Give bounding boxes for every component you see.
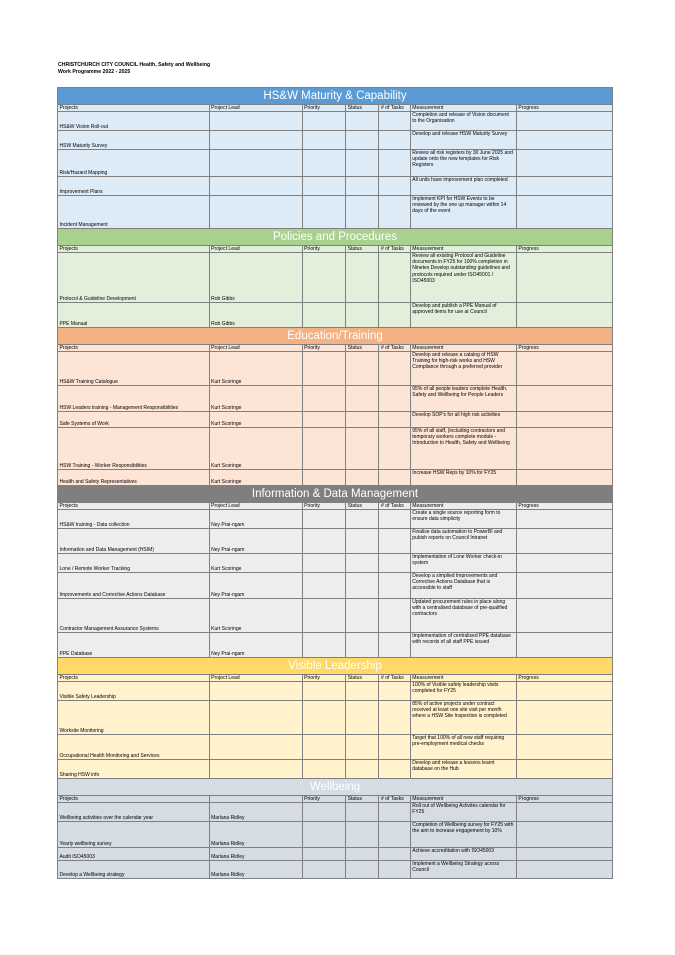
column-header: Project Lead [209, 245, 302, 253]
project-lead-cell [209, 150, 302, 177]
column-header: # of Tasks [379, 674, 410, 682]
project-lead-cell: Kurt Scoringe [209, 386, 302, 412]
measurement-cell: Review all risk registers by 30 June 2025 and update onto the new templates for Risk Registers [410, 150, 516, 177]
project-lead-cell: Kurt Scoringe [209, 428, 302, 470]
progress-cell [516, 303, 612, 328]
table-row [58, 131, 613, 150]
tasks-cell [379, 529, 410, 554]
column-header: Measurement [410, 502, 516, 510]
status-cell [346, 428, 379, 470]
tasks-cell [379, 428, 410, 470]
status-cell [346, 131, 379, 150]
table-row [58, 510, 613, 529]
project-cell: Develop a Wellbeing strategy [58, 861, 210, 879]
priority-cell [302, 861, 345, 879]
table-row [58, 701, 613, 735]
measurement-cell: Review all existing Protocol and Guideline documents in FY25 for 100% completion in Ninetex Develop outstanding guidelines and protocols required under ISO45001 / ISO45003 [410, 253, 516, 303]
table-row [58, 848, 613, 861]
column-header: Priority [302, 502, 345, 510]
status-cell [346, 822, 379, 848]
priority-cell [302, 633, 345, 658]
section-banner-visible-leadership [58, 658, 613, 675]
column-header: Priority [302, 795, 345, 803]
table-row [58, 573, 613, 599]
status-cell [346, 760, 379, 779]
status-cell [346, 735, 379, 760]
section-banner-policies-and-procedures [58, 229, 613, 246]
tasks-cell [379, 352, 410, 386]
column-header: Priority [302, 245, 345, 253]
measurement-cell: Achieve accreditation with ISO45003 [410, 848, 516, 861]
project-lead-cell: Kurt Scoringe [209, 352, 302, 386]
status-cell [346, 412, 379, 428]
column-header: Measurement [410, 795, 516, 803]
priority-cell [302, 352, 345, 386]
table-row [58, 177, 613, 196]
section-title: Visible Leadership [58, 658, 613, 675]
priority-cell [302, 554, 345, 573]
project-lead-cell: Ney Prai-ngam [209, 633, 302, 658]
tasks-cell [379, 177, 410, 196]
project-cell: Visible Safety Leadership [58, 682, 210, 701]
column-header: Project Lead [209, 104, 302, 112]
project-cell: HS&W Vision Roll-out [58, 112, 210, 131]
status-cell [346, 848, 379, 861]
column-header: Projects [58, 674, 210, 682]
progress-cell [516, 470, 612, 486]
tasks-cell [379, 803, 410, 822]
status-cell [346, 352, 379, 386]
column-header: Measurement [410, 344, 516, 352]
status-cell [346, 303, 379, 328]
priority-cell [302, 112, 345, 131]
section-banner-education-training [58, 328, 613, 345]
column-header: # of Tasks [379, 104, 410, 112]
section-title: Information & Data Management [58, 486, 613, 503]
measurement-cell: Develop and release HSW Maturity Survey [410, 131, 516, 150]
progress-cell [516, 822, 612, 848]
measurement-cell: Implement KPI for HSW Events to be reviewed by the one up manager within 14 days of the event [410, 196, 516, 229]
progress-cell [516, 412, 612, 428]
table-row [58, 428, 613, 470]
column-header: # of Tasks [379, 344, 410, 352]
table-row [58, 352, 613, 386]
tasks-cell [379, 848, 410, 861]
section-title: Education/Training [58, 328, 613, 345]
project-lead-cell: Marlana Ridley [209, 861, 302, 879]
progress-cell [516, 554, 612, 573]
column-header: Project Lead [209, 674, 302, 682]
priority-cell [302, 412, 345, 428]
project-lead-cell [209, 131, 302, 150]
priority-cell [302, 573, 345, 599]
priority-cell [302, 848, 345, 861]
status-cell [346, 253, 379, 303]
priority-cell [302, 760, 345, 779]
status-cell [346, 682, 379, 701]
table-row [58, 682, 613, 701]
project-lead-cell [209, 760, 302, 779]
project-cell: Health and Safety Representatives [58, 470, 210, 486]
project-cell: HSW Maturity Survey [58, 131, 210, 150]
project-lead-cell: Ney Prai-ngam [209, 529, 302, 554]
column-header: Progress [516, 795, 612, 803]
column-header-row [58, 502, 613, 510]
project-cell: PPE Database [58, 633, 210, 658]
progress-cell [516, 633, 612, 658]
measurement-cell: Develop SOP's for all high risk activities [410, 412, 516, 428]
priority-cell [302, 599, 345, 633]
tasks-cell [379, 131, 410, 150]
project-lead-cell [209, 735, 302, 760]
table-row [58, 803, 613, 822]
column-header: Status [346, 502, 379, 510]
priority-cell [302, 510, 345, 529]
status-cell [346, 177, 379, 196]
progress-cell [516, 510, 612, 529]
tasks-cell [379, 386, 410, 412]
table-row [58, 760, 613, 779]
project-lead-cell: Kurt Scoringe [209, 412, 302, 428]
progress-cell [516, 428, 612, 470]
priority-cell [302, 701, 345, 735]
progress-cell [516, 196, 612, 229]
tasks-cell [379, 253, 410, 303]
tasks-cell [379, 196, 410, 229]
column-header: Status [346, 344, 379, 352]
status-cell [346, 470, 379, 486]
column-header-row [58, 674, 613, 682]
project-cell: Lone / Remote Worker Tracking [58, 554, 210, 573]
measurement-cell: Develop and release a catalog of HSW Training for high-risk works and HSW Compliance through a preferred provider [410, 352, 516, 386]
status-cell [346, 861, 379, 879]
progress-cell [516, 599, 612, 633]
table-row [58, 633, 613, 658]
measurement-cell: 95% of all people leaders complete Health, Safety and Wellbeing for People Leaders [410, 386, 516, 412]
work-programme-sheet [57, 87, 613, 879]
tasks-cell [379, 861, 410, 879]
status-cell [346, 701, 379, 735]
table-row [58, 599, 613, 633]
project-cell: Occupational Health Monitoring and Services [58, 735, 210, 760]
column-header: Projects [58, 245, 210, 253]
progress-cell [516, 529, 612, 554]
project-cell: Protocol & Guideline Development [58, 253, 210, 303]
column-header-row [58, 104, 613, 112]
column-header: Projects [58, 344, 210, 352]
section-banner-wellbeing [58, 779, 613, 796]
project-lead-cell: Kurt Scoringe [209, 554, 302, 573]
project-cell: Improvement Plans [58, 177, 210, 196]
project-cell: PPE Manual [58, 303, 210, 328]
measurement-cell: Updated procurement rules in place along with a centralised database of pre-qualified contractors [410, 599, 516, 633]
priority-cell [302, 822, 345, 848]
project-cell: Risk/Hazard Mapping [58, 150, 210, 177]
priority-cell [302, 682, 345, 701]
status-cell [346, 599, 379, 633]
progress-cell [516, 735, 612, 760]
status-cell [346, 529, 379, 554]
project-cell: Incident Management [58, 196, 210, 229]
project-cell: Contractor Management Assurance Systems [58, 599, 210, 633]
tasks-cell [379, 701, 410, 735]
table-row [58, 196, 613, 229]
project-lead-cell: Ney Prai-ngam [209, 510, 302, 529]
column-header: Progress [516, 674, 612, 682]
project-lead-cell: Rob Gibbs [209, 253, 302, 303]
column-header: Status [346, 674, 379, 682]
priority-cell [302, 803, 345, 822]
project-cell: Yearly wellbeing survey [58, 822, 210, 848]
table-row [58, 303, 613, 328]
table-row [58, 554, 613, 573]
priority-cell [302, 253, 345, 303]
project-cell: Wellbeing activities over the calendar year [58, 803, 210, 822]
priority-cell [302, 735, 345, 760]
column-header: Priority [302, 674, 345, 682]
column-header: Projects [58, 795, 210, 803]
measurement-cell: Implementation of Lone Worker check-in system [410, 554, 516, 573]
progress-cell [516, 701, 612, 735]
column-header: # of Tasks [379, 245, 410, 253]
status-cell [346, 150, 379, 177]
progress-cell [516, 861, 612, 879]
measurement-cell: Develop a simplied Improvements and Corrective Actions Database that is accessible to staff [410, 573, 516, 599]
measurement-cell: Develop and release a lessons learnt database on the Hub [410, 760, 516, 779]
progress-cell [516, 573, 612, 599]
measurement-cell: Create a single source reporting form to ensure data simplicity [410, 510, 516, 529]
project-lead-cell: Kurt Scoringe [209, 470, 302, 486]
project-lead-cell: Ney Prai-ngam [209, 573, 302, 599]
column-header: Measurement [410, 674, 516, 682]
measurement-cell: Finalise data automation to PowerBI and pubish reports on Council Intranet [410, 529, 516, 554]
table-body [58, 88, 613, 879]
measurement-cell: Increase HSW Reps by 10% for FY25 [410, 470, 516, 486]
column-header: Measurement [410, 245, 516, 253]
tasks-cell [379, 412, 410, 428]
column-header: Status [346, 795, 379, 803]
project-lead-cell: Rob Gibbs [209, 303, 302, 328]
project-cell: Information and Data Management (HSIM) [58, 529, 210, 554]
project-lead-cell: Marlana Ridley [209, 822, 302, 848]
project-cell: Worksite Monitoring [58, 701, 210, 735]
column-header: Progress [516, 104, 612, 112]
column-header: Project Lead [209, 502, 302, 510]
progress-cell [516, 253, 612, 303]
programme-period: Work Programme 2022 - 2025 [58, 69, 131, 75]
measurement-cell: All units have improvement plan completed [410, 177, 516, 196]
project-lead-cell: Kurt Scoringe [209, 599, 302, 633]
section-title: Wellbeing [58, 779, 613, 796]
column-header-row [58, 795, 613, 803]
status-cell [346, 386, 379, 412]
project-cell: Improvements and Corrective Actions Database [58, 573, 210, 599]
column-header: Status [346, 104, 379, 112]
progress-cell [516, 682, 612, 701]
table-row [58, 861, 613, 879]
project-cell: Sharing HSW info [58, 760, 210, 779]
measurement-cell: 100% of Visible safety leadership visits completed for FY25 [410, 682, 516, 701]
tasks-cell [379, 822, 410, 848]
status-cell [346, 510, 379, 529]
project-cell: HSW Training - Worker Responsibilities [58, 428, 210, 470]
column-header: Measurement [410, 104, 516, 112]
progress-cell [516, 112, 612, 131]
column-header: Progress [516, 245, 612, 253]
priority-cell [302, 386, 345, 412]
column-header [209, 795, 302, 803]
document-header [58, 62, 210, 76]
column-header: Project Lead [209, 344, 302, 352]
measurement-cell: 95% of all staff, (including contractors and temporary workers complete module - Introduction to Health, Safety and Wellbeing [410, 428, 516, 470]
priority-cell [302, 470, 345, 486]
column-header: Projects [58, 104, 210, 112]
priority-cell [302, 150, 345, 177]
project-lead-cell [209, 196, 302, 229]
work-programme-table [57, 87, 613, 879]
column-header: # of Tasks [379, 502, 410, 510]
table-row [58, 735, 613, 760]
priority-cell [302, 177, 345, 196]
section-banner-information-data-management [58, 486, 613, 503]
table-row [58, 529, 613, 554]
measurement-cell: Develop and publish a PPE Manual of approved items for use at Council [410, 303, 516, 328]
column-header: # of Tasks [379, 795, 410, 803]
priority-cell [302, 428, 345, 470]
status-cell [346, 112, 379, 131]
section-banner-hs-w-maturity-capability [58, 88, 613, 105]
status-cell [346, 196, 379, 229]
project-lead-cell: Marlana Ridley [209, 803, 302, 822]
status-cell [346, 803, 379, 822]
tasks-cell [379, 735, 410, 760]
measurement-cell: Roll out of Wellbeing Activites calendar for FY25 [410, 803, 516, 822]
section-title: HS&W Maturity & Capability [58, 88, 613, 105]
project-cell: HSW Leaders training - Management Responsibilities [58, 386, 210, 412]
tasks-cell [379, 599, 410, 633]
progress-cell [516, 352, 612, 386]
progress-cell [516, 150, 612, 177]
table-row [58, 112, 613, 131]
progress-cell [516, 386, 612, 412]
measurement-cell: Implement a Wellbeing Strategy across Council [410, 861, 516, 879]
project-cell: HS&W Training Catalogue [58, 352, 210, 386]
table-row [58, 150, 613, 177]
status-cell [346, 633, 379, 658]
project-cell: HS&W training - Data collection [58, 510, 210, 529]
project-lead-cell [209, 177, 302, 196]
measurement-cell: Completion and release of Vision document to the Organisation [410, 112, 516, 131]
column-header: Priority [302, 104, 345, 112]
status-cell [346, 573, 379, 599]
tasks-cell [379, 682, 410, 701]
tasks-cell [379, 150, 410, 177]
project-lead-cell [209, 682, 302, 701]
tasks-cell [379, 510, 410, 529]
progress-cell [516, 760, 612, 779]
organisation-title: CHRISTCHURCH CITY COUNCIL Health, Safety and Wellbeing [58, 62, 211, 68]
measurement-cell: Target that 100% of all new staff requiring pre-employment medical checks [410, 735, 516, 760]
measurement-cell: Implementation of centralised PPE database with records of all staff PPE issued [410, 633, 516, 658]
tasks-cell [379, 303, 410, 328]
measurement-cell: Completion of Wellbeing survey for FY25 with the aim to increase engagement by 10% [410, 822, 516, 848]
progress-cell [516, 848, 612, 861]
priority-cell [302, 303, 345, 328]
table-row [58, 412, 613, 428]
column-header: Progress [516, 502, 612, 510]
priority-cell [302, 196, 345, 229]
project-lead-cell [209, 112, 302, 131]
tasks-cell [379, 573, 410, 599]
tasks-cell [379, 633, 410, 658]
section-title: Policies and Procedures [58, 229, 613, 246]
measurement-cell: 85% of active projects under contract received at least one site visit per month where a HSW Site Inspection is completed [410, 701, 516, 735]
table-row [58, 822, 613, 848]
column-header: Progress [516, 344, 612, 352]
progress-cell [516, 803, 612, 822]
progress-cell [516, 177, 612, 196]
table-row [58, 253, 613, 303]
tasks-cell [379, 760, 410, 779]
column-header: Status [346, 245, 379, 253]
column-header: Projects [58, 502, 210, 510]
project-cell: Safe Systems of Work [58, 412, 210, 428]
table-row [58, 470, 613, 486]
status-cell [346, 554, 379, 573]
table-row [58, 386, 613, 412]
tasks-cell [379, 470, 410, 486]
column-header: Priority [302, 344, 345, 352]
column-header-row [58, 245, 613, 253]
project-cell: Audit ISO45003 [58, 848, 210, 861]
priority-cell [302, 529, 345, 554]
project-lead-cell [209, 701, 302, 735]
column-header-row [58, 344, 613, 352]
tasks-cell [379, 554, 410, 573]
priority-cell [302, 131, 345, 150]
progress-cell [516, 131, 612, 150]
tasks-cell [379, 112, 410, 131]
project-lead-cell: Marlana Ridley [209, 848, 302, 861]
